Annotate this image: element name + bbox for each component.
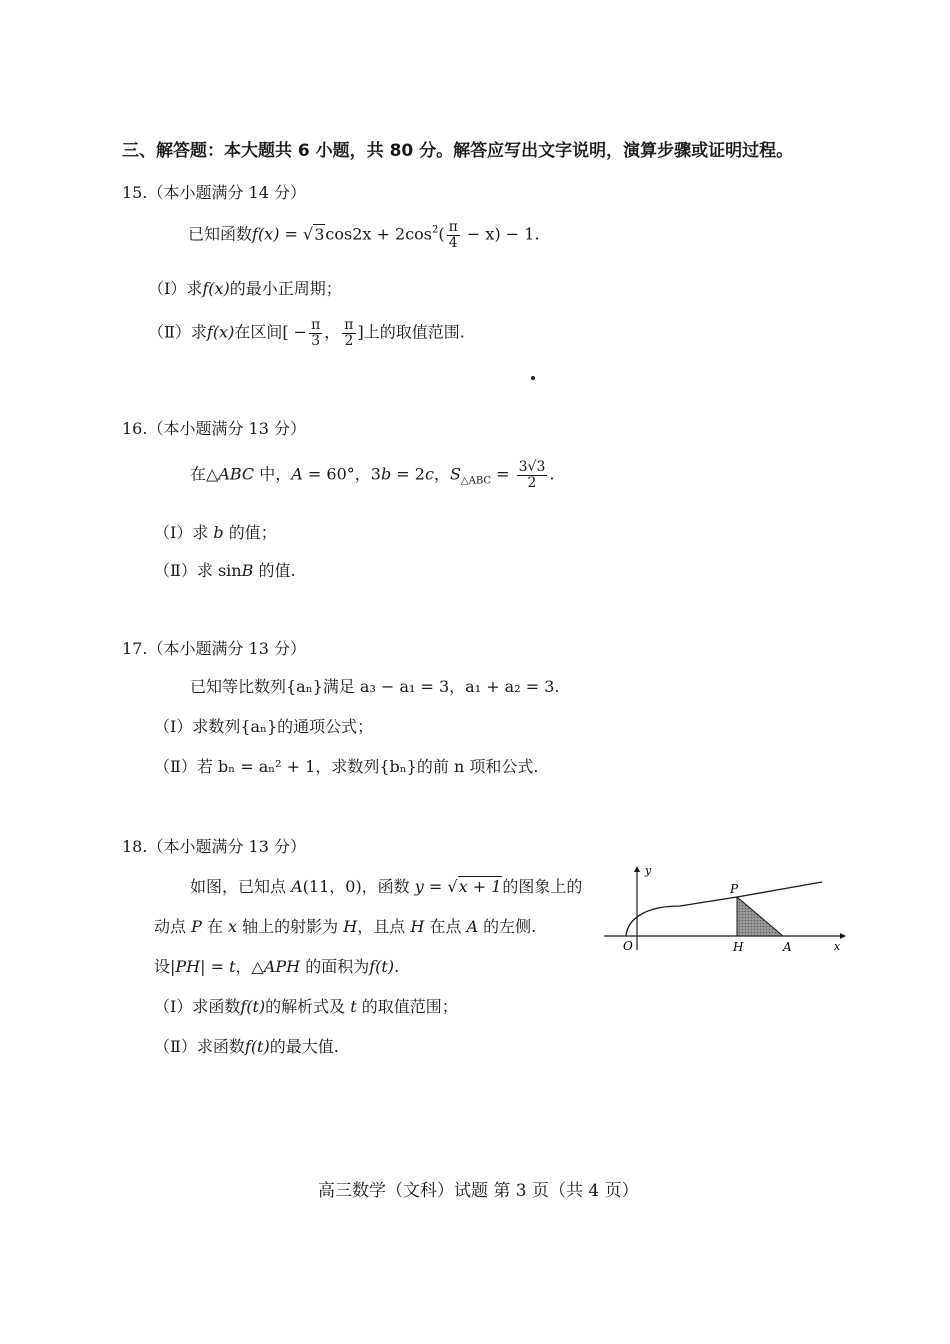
q18-header: 18.（本小题满分 13 分） <box>122 837 306 856</box>
q17-statement: 已知等比数列{aₙ}满足 a₃ − a₁ = 3，a₁ + a₂ = 3. <box>190 677 560 696</box>
q17-part1: （Ⅰ）求数列{aₙ}的通项公式； <box>154 717 374 736</box>
q15-part2: （Ⅱ）求f(x)在区间[ − $\frac{\pi}{3}$ ， $\frac{\pi}{2}$ ]上的取值范围. <box>148 317 465 349</box>
point-P-label: P <box>730 882 739 896</box>
y-axis-arrow <box>634 866 640 872</box>
point-A-label: A <box>783 940 792 954</box>
q18-line2: 动点 P 在 x 轴上的射影为 H，且点 H 在点 A 的左侧. <box>154 917 537 936</box>
q16-statement: 在△ABC 中，A = 60°，3b = 2c，$S_{\triangle ABC}$ = $\frac{3√3}{2}$ . <box>190 459 555 491</box>
q15-statement: 已知函数$f(x) = √3\cos 2x + 2\cos^2$( $\frac{\pi}{4}$ − x) − 1. <box>188 219 540 251</box>
sqrt-curve <box>626 882 822 936</box>
ink-speck <box>531 376 535 380</box>
q15-header: 15.（本小题满分 14 分） <box>122 183 306 202</box>
q17-part2: （Ⅱ）若 bₙ = aₙ² + 1，求数列{bₙ}的前 n 项和公式. <box>154 757 539 776</box>
q18-figure <box>600 856 850 956</box>
q15-part1: （Ⅰ）求f(x)的最小正周期； <box>148 279 342 298</box>
q17-header: 17.（本小题满分 13 分） <box>122 639 306 658</box>
q16-part2: （Ⅱ）求 sinB 的值. <box>154 561 296 580</box>
origin-label: O <box>623 939 633 953</box>
q18-line3: 设|PH| = t，△APH 的面积为f(t). <box>154 957 400 976</box>
x-axis-label: x <box>834 940 841 953</box>
x-axis-arrow <box>840 933 846 939</box>
q16-header: 16.（本小题满分 13 分） <box>122 419 306 438</box>
point-H-label: H <box>733 940 744 954</box>
q18-part1: （Ⅰ）求函数f(t)的解析式及 t 的取值范围； <box>154 997 458 1016</box>
section-heading: 三、解答题：本大题共 6 小题，共 80 分。解答应写出文字说明，演算步骤或证明过程。 <box>122 141 794 161</box>
y-axis-label: y <box>645 864 652 877</box>
q18-line1: 如图，已知点 A(11，0)，函数 y = √x + 1的图象上的 <box>190 877 583 896</box>
q16-part1: （Ⅰ）求 b 的值； <box>154 523 277 542</box>
q18-part2: （Ⅱ）求函数f(t)的最大值. <box>154 1037 339 1056</box>
triangle-APH <box>737 897 783 936</box>
page-footer: 高三数学（文科）试题 第 3 页（共 4 页） <box>318 1181 639 1201</box>
